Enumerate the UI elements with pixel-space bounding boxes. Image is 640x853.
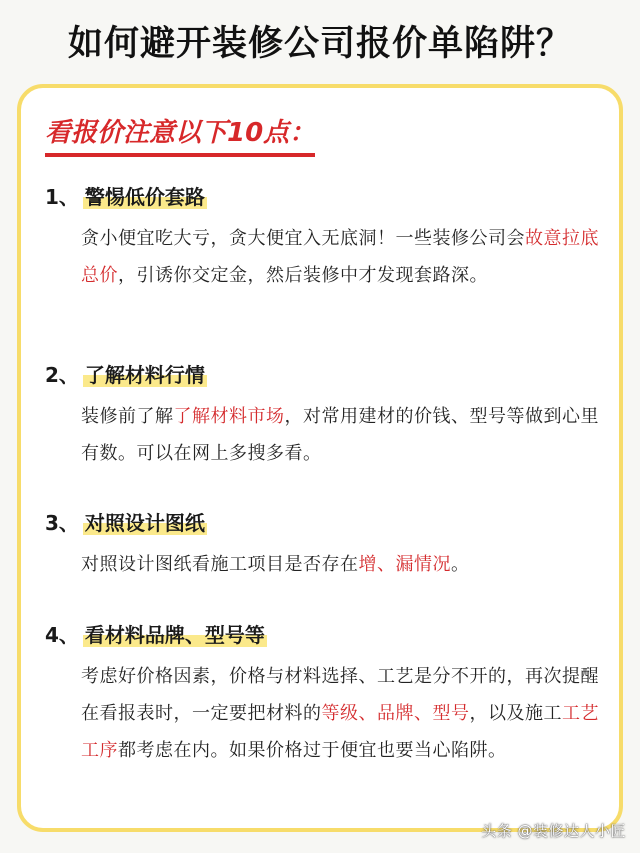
highlight-text: 故意拉底总价: [81, 228, 599, 286]
body-text: 都考虑在内。如果价格过于便宜也要当心陷阱。: [118, 740, 507, 761]
section-1: [45, 180, 605, 294]
content-card: [17, 84, 623, 832]
section-title: 看材料品牌、型号等: [83, 619, 267, 648]
body-text: 装修前了解: [81, 406, 174, 427]
section-heading: [45, 358, 605, 388]
section-number: 1、: [45, 184, 79, 209]
section-3: [45, 506, 605, 583]
body-text: 对照设计图纸看施工项目是否存在: [81, 554, 359, 575]
page-title: 如何避开装修公司报价单陷阱？: [67, 24, 572, 64]
section-number: 4、: [45, 622, 79, 647]
section-4: [45, 618, 605, 769]
section-body: [81, 220, 605, 294]
section-heading: [45, 180, 605, 210]
body-text: 。: [451, 554, 470, 575]
body-text: 贪小便宜吃大亏，贪大便宜入无底洞！一些装修公司会: [81, 228, 525, 249]
section-number: 2、: [45, 362, 79, 387]
section-body: [81, 658, 605, 769]
section-title: 对照设计图纸: [83, 507, 207, 536]
section-title: 警惕低价套路: [83, 181, 207, 210]
body-text: ，引诱你交定金，然后装修中才发现套路深。: [118, 265, 488, 286]
section-heading: [45, 618, 605, 648]
section-body: [81, 546, 605, 583]
section-2: [45, 358, 605, 472]
section-heading: [45, 506, 605, 536]
section-body: [81, 398, 605, 472]
highlight-text: 了解材料市场: [173, 406, 285, 427]
section-title: 了解材料行情: [83, 359, 207, 388]
body-text: 考虑好价格因素，价格与材料选择、工艺是分不开的，再次提醒在看报表时，一定要把材料的: [81, 666, 599, 724]
section-number: 3、: [45, 510, 79, 535]
highlight-text: 等级、品牌、型号: [321, 703, 470, 724]
card-subtitle: 看报价注意以下10点：: [45, 112, 315, 157]
watermark: 头条 @装修达人小匠: [481, 822, 626, 840]
body-text: ，对常用建材的价钱、型号等做到心里有数。可以在网上多搜多看。: [81, 406, 599, 464]
highlight-text: 工艺工序: [81, 703, 599, 761]
highlight-text: 增、漏情况: [358, 554, 451, 575]
body-text: ，以及施工: [469, 703, 562, 724]
